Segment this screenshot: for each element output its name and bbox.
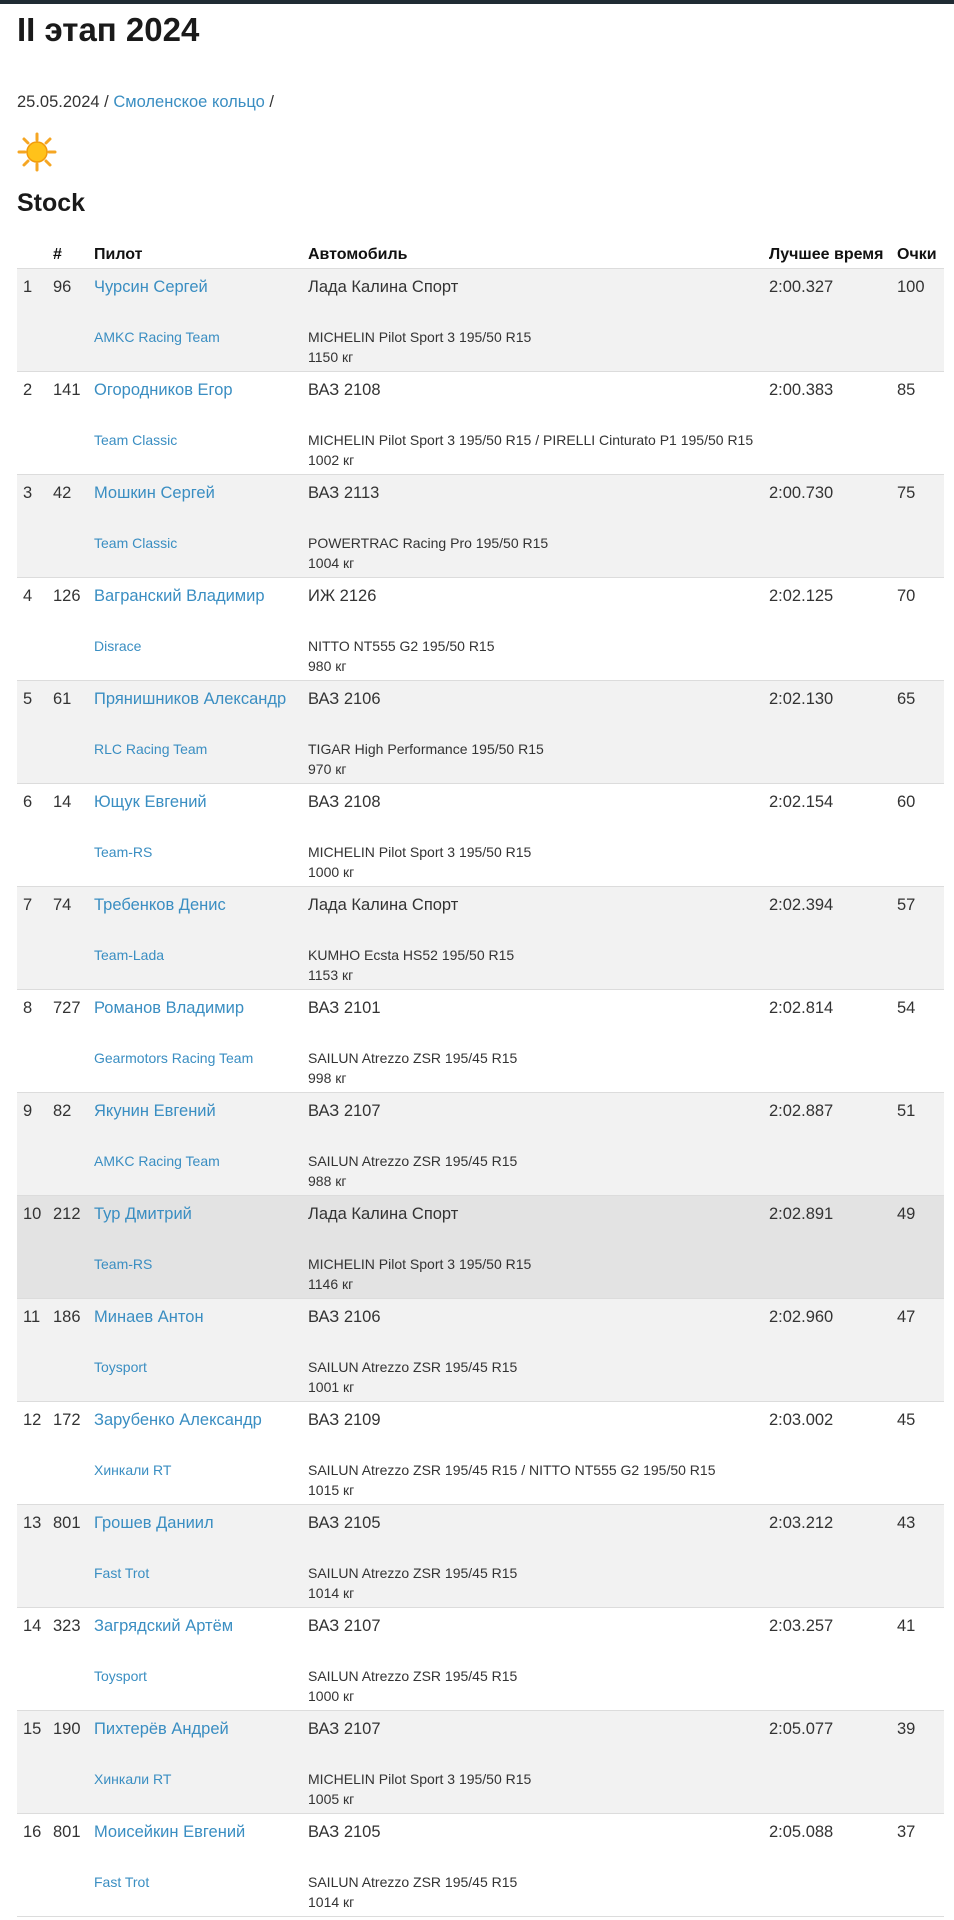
car-number: 126	[53, 587, 81, 605]
position: 5	[23, 690, 33, 708]
best-time: 2:02.960	[769, 1308, 834, 1326]
car-number: 42	[53, 484, 72, 502]
table-row	[17, 1093, 944, 1196]
team-link[interactable]: Team-RS	[94, 1256, 153, 1272]
page-title: II этап 2024	[17, 11, 200, 48]
tyre-spec: MICHELIN Pilot Sport 3 195/50 R15	[308, 1771, 532, 1787]
car-number: 727	[53, 999, 81, 1017]
team-link[interactable]: Fast Trot	[94, 1565, 150, 1581]
points: 49	[897, 1205, 916, 1223]
best-time: 2:05.088	[769, 1823, 834, 1841]
team-link[interactable]: Team-Lada	[94, 947, 165, 963]
car-model: ВАЗ 2113	[308, 484, 380, 502]
table-row	[17, 681, 944, 784]
car-model: ИЖ 2126	[308, 587, 377, 605]
car-model: ВАЗ 2107	[308, 1102, 381, 1120]
car-model: ВАЗ 2106	[308, 690, 381, 708]
car-weight: 1014 кг	[308, 1585, 355, 1601]
tyre-spec: NITTO NT555 G2 195/50 R15	[308, 638, 495, 654]
car-model: Лада Калина Спорт	[308, 1205, 459, 1223]
table-row	[17, 1299, 944, 1402]
best-time: 2:02.814	[769, 999, 834, 1017]
car-number: 186	[53, 1308, 81, 1326]
car-number: 190	[53, 1720, 81, 1738]
position: 14	[23, 1617, 42, 1635]
pilot-link[interactable]: Ющук Евгений	[94, 793, 207, 811]
car-model: ВАЗ 2106	[308, 1308, 381, 1326]
table-row	[17, 784, 944, 887]
event-meta	[17, 92, 944, 112]
position: 8	[23, 999, 33, 1017]
car-weight: 1014 кг	[308, 1894, 355, 1910]
car-number: 82	[53, 1102, 72, 1120]
table-row	[17, 1505, 944, 1608]
tyre-spec: POWERTRAC Racing Pro 195/50 R15	[308, 535, 549, 551]
pilot-link[interactable]: Прянишников Александр	[94, 690, 287, 708]
car-number: 74	[53, 896, 72, 914]
col-pos	[17, 242, 47, 269]
table-header	[17, 242, 944, 269]
position: 4	[23, 587, 33, 605]
page	[0, 10, 954, 1917]
car-weight: 1004 кг	[308, 555, 355, 571]
car-number: 96	[53, 278, 72, 296]
car-weight: 1153 кг	[308, 967, 354, 983]
position: 16	[23, 1823, 42, 1841]
table-row	[17, 372, 944, 475]
table-row	[17, 1402, 944, 1505]
car-model: ВАЗ 2105	[308, 1514, 381, 1532]
team-link[interactable]: AMKC Racing Team	[94, 1153, 220, 1169]
tyre-spec: SAILUN Atrezzo ZSR 195/45 R15	[308, 1359, 518, 1375]
table-row	[17, 1711, 944, 1814]
pilot-link[interactable]: Мошкин Сергей	[94, 484, 215, 502]
meta-trailing: /	[264, 93, 274, 111]
best-time: 2:02.130	[769, 690, 834, 708]
team-link[interactable]: Fast Trot	[94, 1874, 150, 1890]
car-weight: 1005 кг	[308, 1791, 355, 1807]
points: 85	[897, 381, 916, 399]
table-row	[17, 990, 944, 1093]
position: 11	[23, 1308, 41, 1326]
table-row	[17, 578, 944, 681]
team-link[interactable]: Хинкали RT	[94, 1462, 172, 1478]
class-title: Stock	[17, 189, 86, 217]
car-number: 801	[53, 1514, 81, 1532]
tyre-spec: KUMHO Ecsta HS52 195/50 R15	[308, 947, 515, 963]
position: 7	[23, 896, 33, 914]
position: 2	[23, 381, 33, 399]
table-row	[17, 887, 944, 990]
col-best-time: Лучшее время	[763, 242, 891, 269]
table-row	[17, 1196, 944, 1299]
col-car: Автомобиль	[302, 242, 763, 269]
best-time: 2:00.730	[769, 484, 834, 502]
car-model: Лада Калина Спорт	[308, 278, 459, 296]
best-time: 2:03.212	[769, 1514, 834, 1532]
tyre-spec: SAILUN Atrezzo ZSR 195/45 R15	[308, 1874, 518, 1890]
car-number: 172	[53, 1411, 81, 1429]
event-date: 25.05.2024	[17, 93, 100, 111]
col-number: #	[47, 242, 88, 269]
car-weight: 988 кг	[308, 1173, 347, 1189]
best-time: 2:02.125	[769, 587, 834, 605]
points: 65	[897, 690, 916, 708]
tyre-spec: MICHELIN Pilot Sport 3 195/50 R15 / PIRELLI Cinturato P1 195/50 R15	[308, 432, 754, 448]
points: 45	[897, 1411, 916, 1429]
tyre-spec: MICHELIN Pilot Sport 3 195/50 R15	[308, 844, 532, 860]
pilot-link[interactable]: Романов Владимир	[94, 999, 245, 1017]
car-weight: 1002 кг	[308, 452, 355, 468]
car-weight: 998 кг	[308, 1070, 347, 1086]
team-link[interactable]: Toysport	[94, 1359, 147, 1375]
pilot-link[interactable]: Загрядский Артём	[94, 1617, 234, 1635]
sun-icon	[17, 132, 57, 172]
team-link[interactable]: Disrace	[94, 638, 142, 654]
position: 6	[23, 793, 33, 811]
points: 41	[897, 1617, 916, 1635]
team-link[interactable]: Team-RS	[94, 844, 153, 860]
best-time: 2:03.257	[769, 1617, 834, 1635]
tyre-spec: SAILUN Atrezzo ZSR 195/45 R15	[308, 1565, 518, 1581]
team-link[interactable]: Team Classic	[94, 432, 178, 448]
pilot-link[interactable]: Якунин Евгений	[94, 1102, 216, 1120]
pilot-link[interactable]: Вагранский Владимир	[94, 587, 265, 605]
points: 43	[897, 1514, 916, 1532]
pilot-link[interactable]: Моисейкин Евгений	[94, 1823, 246, 1841]
position: 10	[23, 1205, 42, 1223]
car-number: 141	[53, 381, 81, 399]
car-weight: 1000 кг	[308, 1688, 355, 1704]
car-number: 14	[53, 793, 72, 811]
car-model: ВАЗ 2105	[308, 1823, 381, 1841]
car-model: ВАЗ 2108	[308, 381, 381, 399]
position: 3	[23, 484, 33, 502]
best-time: 2:02.887	[769, 1102, 834, 1120]
car-weight: 1000 кг	[308, 864, 355, 880]
best-time: 2:00.383	[769, 381, 834, 399]
table-row	[17, 1814, 944, 1917]
car-number: 323	[53, 1617, 81, 1635]
car-model: ВАЗ 2101	[308, 999, 381, 1017]
points: 39	[897, 1720, 916, 1738]
tyre-spec: SAILUN Atrezzo ZSR 195/45 R15	[308, 1153, 518, 1169]
pilot-link[interactable]: Тур Дмитрий	[94, 1205, 192, 1223]
car-weight: 1001 кг	[308, 1379, 355, 1395]
pilot-link[interactable]: Требенков Денис	[94, 896, 226, 914]
car-model: ВАЗ 2108	[308, 793, 381, 811]
pilot-link[interactable]: Минаев Антон	[94, 1308, 204, 1326]
points: 47	[897, 1308, 916, 1326]
car-number: 212	[53, 1205, 81, 1223]
car-model: ВАЗ 2107	[308, 1617, 381, 1635]
pilot-link[interactable]: Зарубенко Александр	[94, 1411, 262, 1429]
tyre-spec: MICHELIN Pilot Sport 3 195/50 R15	[308, 329, 532, 345]
tyre-spec: SAILUN Atrezzo ZSR 195/45 R15	[308, 1050, 518, 1066]
table-row	[17, 269, 944, 372]
track-link[interactable]: Смоленское кольцо	[113, 93, 265, 111]
tyre-spec: SAILUN Atrezzo ZSR 195/45 R15 / NITTO NT555 G2 195/50 R15	[308, 1462, 716, 1478]
team-link[interactable]: Team Classic	[94, 535, 178, 551]
best-time: 2:02.891	[769, 1205, 834, 1223]
table-row	[17, 1608, 944, 1711]
tyre-spec: TIGAR High Performance 195/50 R15	[308, 741, 544, 757]
position: 13	[23, 1514, 42, 1532]
points: 70	[897, 587, 916, 605]
pilot-link[interactable]: Грошев Даниил	[94, 1514, 214, 1532]
position: 12	[23, 1411, 42, 1429]
col-points: Очки	[891, 242, 944, 269]
col-pilot: Пилот	[88, 242, 302, 269]
table-row	[17, 475, 944, 578]
meta-separator: /	[99, 93, 114, 111]
best-time: 2:03.002	[769, 1411, 834, 1429]
team-link[interactable]: Toysport	[94, 1668, 147, 1684]
points: 57	[897, 896, 916, 914]
team-link[interactable]: RLC Racing Team	[94, 741, 208, 757]
position: 1	[23, 278, 33, 296]
team-link[interactable]: AMKC Racing Team	[94, 329, 220, 345]
car-model: ВАЗ 2109	[308, 1411, 381, 1429]
results-body	[17, 269, 944, 1917]
car-weight: 980 кг	[308, 658, 347, 674]
points: 37	[897, 1823, 916, 1841]
car-number: 801	[53, 1823, 81, 1841]
car-number: 61	[53, 690, 72, 708]
best-time: 2:05.077	[769, 1720, 834, 1738]
pilot-link[interactable]: Пихтерёв Андрей	[94, 1720, 229, 1738]
pilot-link[interactable]: Чурсин Сергей	[94, 278, 208, 296]
tyre-spec: MICHELIN Pilot Sport 3 195/50 R15	[308, 1256, 532, 1272]
car-model: Лада Калина Спорт	[308, 896, 459, 914]
car-weight: 1150 кг	[308, 349, 354, 365]
points: 60	[897, 793, 916, 811]
points: 100	[897, 278, 925, 296]
car-weight: 1146 кг	[308, 1276, 354, 1292]
tyre-spec: SAILUN Atrezzo ZSR 195/45 R15	[308, 1668, 518, 1684]
points: 51	[897, 1102, 916, 1120]
car-model: ВАЗ 2107	[308, 1720, 381, 1738]
best-time: 2:00.327	[769, 278, 834, 296]
points: 54	[897, 999, 916, 1017]
team-link[interactable]: Gearmotors Racing Team	[94, 1050, 254, 1066]
best-time: 2:02.394	[769, 896, 834, 914]
pilot-link[interactable]: Огородников Егор	[94, 381, 233, 399]
car-weight: 1015 кг	[308, 1482, 355, 1498]
best-time: 2:02.154	[769, 793, 834, 811]
team-link[interactable]: Хинкали RT	[94, 1771, 172, 1787]
points: 75	[897, 484, 916, 502]
car-weight: 970 кг	[308, 761, 347, 777]
results-table	[17, 242, 944, 1917]
position: 15	[23, 1720, 42, 1738]
position: 9	[23, 1102, 33, 1120]
